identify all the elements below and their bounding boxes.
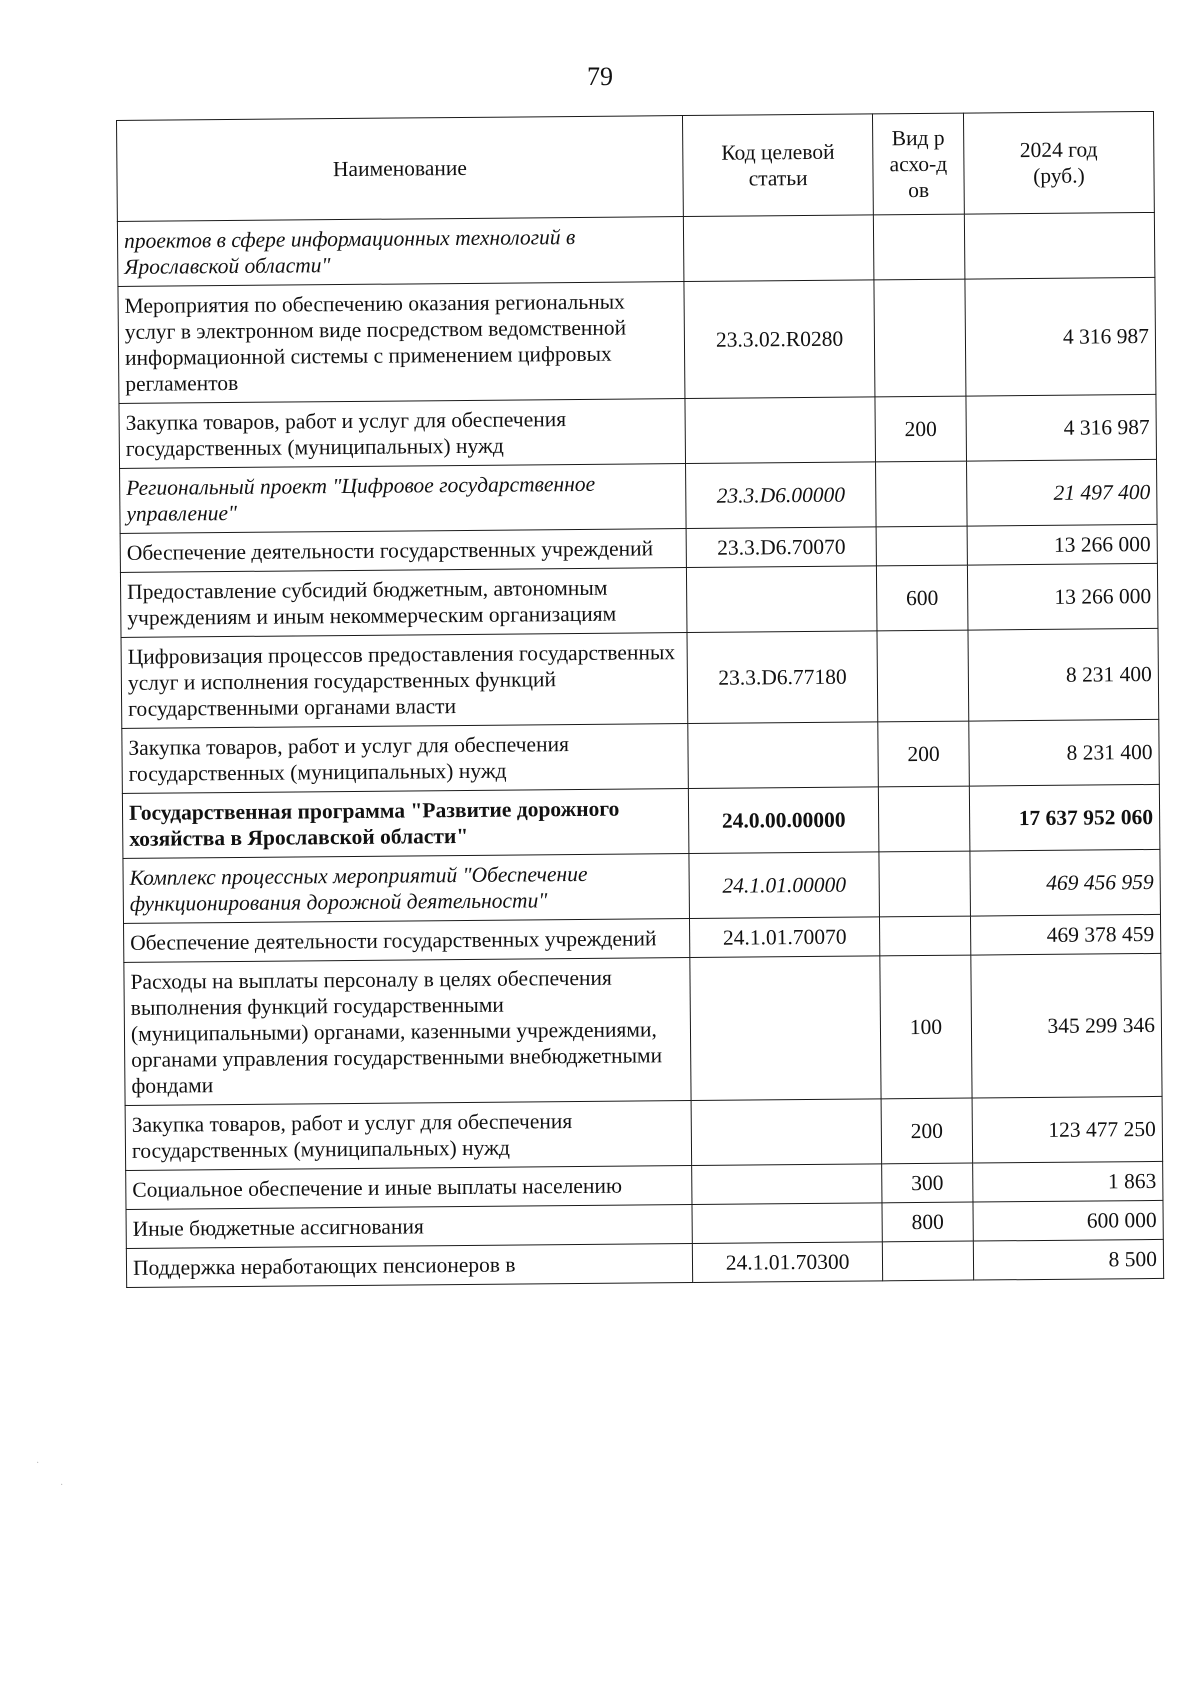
row-expense-type	[879, 851, 970, 917]
row-code	[685, 397, 876, 464]
header-type-label: Вид расхо-дов	[889, 125, 948, 203]
row-amount: 8 231 400	[969, 719, 1160, 786]
row-code: 24.0.00.00000	[688, 787, 879, 854]
row-expense-type: 200	[878, 721, 969, 787]
table-row	[120, 459, 1158, 533]
row-name: Иные бюджетные ассигнования	[126, 1205, 692, 1249]
row-code: 23.3.D6.77180	[687, 631, 878, 724]
row-amount	[964, 212, 1155, 279]
row-name: Комплекс процессных мероприятий "Обеспечение функционирования дорожной деятельности"	[123, 854, 690, 924]
row-name: Социальное обеспечение и иные выплаты населению	[126, 1166, 692, 1210]
table-row	[118, 277, 1156, 403]
row-expense-type: 600	[877, 565, 968, 631]
row-code	[692, 1164, 882, 1205]
table-row	[126, 1239, 1163, 1287]
row-expense-type	[876, 526, 967, 566]
table-row	[121, 628, 1159, 728]
row-name: Поддержка неработающих пенсионеров в	[126, 1244, 692, 1288]
budget-table	[116, 111, 1164, 1288]
row-amount: 4 316 987	[966, 394, 1157, 461]
row-name: Закупка товаров, работ и услуг для обеспечения государственных (муниципальных) нужд	[119, 399, 686, 469]
row-name: Мероприятия по обеспечению оказания региональных услуг в электронном виде посредством ведомственной информационной системы с применением цифровых регламентов	[118, 282, 685, 404]
row-amount: 13 266 000	[967, 524, 1158, 565]
row-name: Обеспечение деятельности государственных учреждений	[124, 919, 690, 963]
table-row	[124, 953, 1162, 1105]
row-expense-type	[876, 461, 967, 527]
page-number: 79	[587, 62, 613, 91]
row-expense-type: 300	[882, 1163, 973, 1203]
header-type	[873, 113, 965, 215]
row-code	[691, 1099, 882, 1166]
row-code: 24.1.01.70300	[692, 1242, 882, 1283]
row-name: Закупка товаров, работ и услуг для обеспечения государственных (муниципальных) нужд	[125, 1101, 692, 1171]
row-amount: 17 637 952 060	[969, 784, 1160, 851]
header-name: Наименование	[117, 116, 684, 222]
row-expense-type: 200	[875, 396, 966, 462]
row-code: 24.1.01.70070	[690, 917, 880, 958]
row-expense-type: 800	[882, 1202, 973, 1242]
table-row	[119, 394, 1157, 468]
row-expense-type: 200	[881, 1098, 972, 1164]
row-amount: 469 378 459	[970, 914, 1161, 955]
table-row	[125, 1096, 1163, 1170]
table-header-row	[117, 111, 1155, 221]
row-name: Цифровизация процессов предоставления государственных услуг и исполнения государственных функций государственными органами власти	[121, 633, 688, 729]
row-name: Закупка товаров, работ и услуг для обеспечения государственных (муниципальных) нужд	[122, 724, 689, 794]
row-amount: 21 497 400	[966, 459, 1157, 526]
row-amount: 345 299 346	[971, 953, 1162, 1098]
row-code: 23.3.D6.00000	[686, 462, 877, 529]
row-code: 24.1.01.00000	[689, 852, 880, 919]
header-amount	[963, 111, 1154, 214]
row-amount: 4 316 987	[965, 277, 1156, 396]
row-expense-type	[874, 279, 966, 397]
row-amount: 8 231 400	[968, 628, 1159, 721]
scan-speck: ·	[36, 1458, 40, 1469]
row-amount: 13 266 000	[967, 563, 1158, 630]
row-name: Предоставление субсидий бюджетным, автономным учреждениям и иным некоммерческим организациям	[120, 568, 687, 638]
table-row	[122, 784, 1160, 858]
row-code: 23.3.02.R0280	[684, 280, 875, 399]
row-name: Региональный проект "Цифровое государственное управление"	[120, 464, 687, 534]
row-amount: 1 863	[972, 1161, 1163, 1202]
row-expense-type	[880, 916, 971, 956]
row-expense-type: 100	[880, 955, 972, 1099]
row-name: Обеспечение деятельности государственных учреждений	[120, 529, 686, 573]
header-code: Код целевой статьи	[683, 114, 874, 217]
table-row	[122, 719, 1160, 793]
table-row	[123, 849, 1161, 923]
scan-speck: ·	[60, 1480, 64, 1491]
table-row	[117, 212, 1155, 286]
header-amount-label: 2024 год (руб.)	[1019, 137, 1098, 188]
row-expense-type	[874, 214, 965, 280]
table-body	[117, 212, 1163, 1287]
row-amount: 600 000	[973, 1200, 1164, 1241]
row-amount: 8 500	[973, 1239, 1164, 1280]
row-amount: 123 477 250	[972, 1096, 1163, 1163]
table-row	[120, 563, 1158, 637]
row-code	[692, 1203, 882, 1244]
row-code: 23.3.D6.70070	[686, 527, 876, 568]
row-expense-type	[882, 1241, 973, 1281]
row-expense-type	[879, 786, 970, 852]
row-code	[690, 956, 881, 1101]
row-expense-type	[877, 630, 968, 722]
row-amount: 469 456 959	[970, 849, 1161, 916]
row-name: Государственная программа "Развитие дорожного хозяйства в Ярославской области"	[122, 789, 689, 859]
row-code	[686, 566, 877, 633]
row-code	[683, 215, 874, 282]
row-name: проектов в сфере информационных технологий в Ярославской области"	[117, 217, 684, 287]
row-code	[688, 722, 879, 789]
row-name: Расходы на выплаты персоналу в целях обеспечения выполнения функций государственными (муниципальными) органами, казенными учреждениями, органами управления государственными внебюджетными фондами	[124, 958, 691, 1106]
